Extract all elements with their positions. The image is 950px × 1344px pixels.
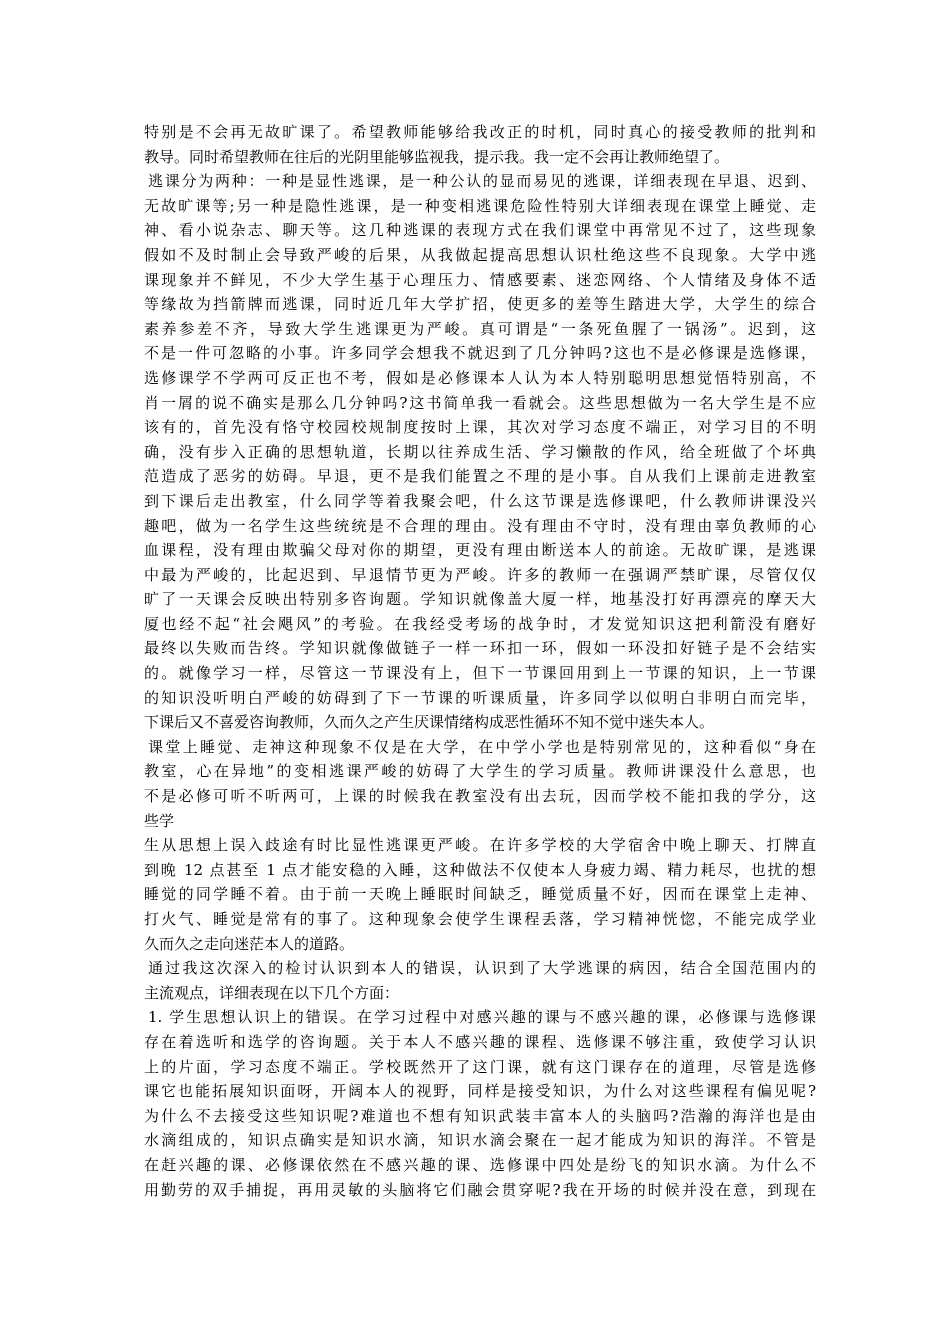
text-line: 神、看小说杂志、聊天等。这几种逃课的表现方式在我们课堂中再常见不过了，这些现象	[144, 221, 816, 240]
text-line: 课它也能拓展知识面呀，开阔本人的视野，同样是接受知识，为什么对这些课程有偏见呢?	[144, 1082, 816, 1101]
text-line: 不是必修可听不听两可，上课的时候我在教室没有出去玩，因而学校不能扣我的学分，这	[144, 787, 816, 806]
text-line: 课现象并不鲜见，不少大学生基于心理压力、情感要素、迷恋网络、个人情绪及身体不适	[144, 270, 816, 289]
text-line: 用勤劳的双手捕捉，再用灵敏的头脑将它们融会贯穿呢?我在开场的时候并没在意，到现在	[144, 1180, 816, 1199]
text-line: 在赶兴趣的课、必修课依然在不感兴趣的课、选修课中四处是纷飞的知识水滴。为什么不	[144, 1155, 816, 1174]
text-line: 厦也经不起“社会飓风”的考验。在我经受考场的战争时，才发觉知识这把利箭没有磨好	[144, 614, 816, 633]
text-line: 水滴组成的，知识点确实是知识水滴，知识水滴会聚在一起才能成为知识的海洋。不管是	[144, 1131, 816, 1150]
text-line: 教导。同时希望教师在往后的光阴里能够监视我，提示我。我一定不会再让教师绝望了。	[144, 147, 730, 166]
text-line: 的知识没听明白严峻的妨碍到了下一节课的听课质量，许多同学以似明白非明白而完毕，	[144, 688, 816, 707]
text-line: 假如不及时制止会导致严峻的后果，从我做起提高思想认识杜绝这些不良现象。大学中逃	[144, 245, 816, 264]
text-line: 到下课后走出教室，什么同学等着我聚会吧，什么这节课是选修课吧，什么教师讲课没兴	[144, 491, 816, 510]
document-body	[144, 120, 816, 1202]
text-line: 的。就像学习一样，尽管这一节课没有上，但下一节课回用到上一节课的知识，上一节课	[144, 664, 816, 683]
text-line: 上的片面，学习态度不端正。学校既然开了这门课，就有这门课存在的道理，尽管是选修	[144, 1057, 816, 1076]
text-line: 旷了一天课会反映出特别多咨询题。学知识就像盖大厦一样，地基没打好再漂亮的摩天大	[144, 590, 816, 609]
text-line: 不是一件可忽略的小事。许多同学会想我不就迟到了几分钟吗?这也不是必修课是选修课，	[144, 344, 816, 363]
text-line: 生从思想上误入歧途有时比显性逃课更严峻。在许多学校的大学宿舍中晚上聊天、打牌直	[144, 836, 816, 855]
text-line: 素养参差不齐，导致大学生逃课更为严峻。真可谓是“一条死鱼腥了一锅汤”。迟到，这	[144, 319, 816, 338]
text-line: 逃课分为两种：一种是显性逃课，是一种公认的显而易见的逃课，详细表现在早退、迟到、	[148, 172, 816, 191]
text-line: 特别是不会再无故旷课了。希望教师能够给我改正的时机，同时真心的接受教师的批判和	[144, 123, 816, 141]
text-line: 血课程，没有理由欺骗父母对你的期望，更没有理由断送本人的前途。无故旷课，是逃课	[144, 541, 816, 560]
text-line: 该有的，首先没有恪守校园校规制度按时上课，其次对学习态度不端正，对学习目的不明	[144, 418, 816, 437]
text-line: 1. 学生思想认识上的错误。在学习过程中对感兴趣的课与不感兴趣的课，必修课与选修课	[148, 1008, 816, 1027]
text-line: 教室，心在异地”的变相逃课严峻的妨碍了大学生的学习质量。教师讲课没什么意思，也	[144, 762, 816, 781]
text-line: 确，没有步入正确的思想轨道，长期以往养成生活、学习懒散的作风，给全班做了个坏典	[144, 442, 816, 461]
text-line: 些学	[144, 811, 175, 830]
text-line: 主流观点，详细表现在以下几个方面：	[144, 983, 400, 1002]
text-line: 无故旷课等;另一种是隐性逃课，是一种变相逃课危险性特别大详细表现在课堂上睡觉、走	[144, 196, 816, 215]
text-line: 睡觉的同学睡不着。由于前一天晚上睡眠时间缺乏，睡觉质量不好，因而在课堂上走神、	[144, 885, 816, 904]
text-line: 通过我这次深入的检讨认识到本人的错误，认识到了大学逃课的病因，结合全国范围内的	[148, 959, 816, 978]
text-line: 为什么不去接受这些知识呢?难道也不想有知识武装丰富本人的头脑吗?浩瀚的海洋也是由	[144, 1106, 816, 1125]
text-line: 肖一屑的说不确实是那么几分钟吗?这书简单我一看就会。这些思想做为一名大学生是不应	[144, 393, 816, 412]
text-line: 打火气、睡觉是常有的事了。这种现象会使学生课程丢落，学习精神恍惚，不能完成学业	[144, 910, 816, 928]
text-line: 最终以失败而告终。学知识就像做链子一样一环扣一环，假如一环没扣好链子是不会结实	[144, 639, 816, 658]
text-line: 到晚 12 点甚至 1 点才能安稳的入睡，这种做法不仅使本人身疲力竭、精力耗尽，也扰的想	[144, 860, 816, 879]
text-line: 下课后又不喜爱咨询教师，久而久之产生厌课情绪构成恶性循环不知不觉中迷失本人。	[144, 713, 715, 732]
text-line: 中最为严峻的，比起迟到、早退情节更为严峻。许多的教师一在强调严禁旷课，尽管仅仅	[144, 565, 816, 584]
text-line: 选修课学不学两可反正也不考，假如是必修课本人认为本人特别聪明思想觉悟特别高，不	[144, 368, 816, 387]
text-line: 久而久之走向迷茫本人的道路。	[144, 934, 355, 953]
text-line: 趣吧，做为一名学生这些统统是不合理的理由。没有理由不守时，没有理由辜负教师的心	[144, 516, 816, 535]
text-line: 课堂上睡觉、走神这种现象不仅是在大学，在中学小学也是特别常见的，这种看似“身在	[148, 737, 816, 756]
text-line: 范造成了恶劣的妨碍。早退，更不是我们能置之不理的是小事。自从我们上课前走进教室	[144, 467, 816, 486]
text-line: 存在着选听和选学的咨询题。关于本人不感兴趣的课程、选修课不够注重，致使学习认识	[144, 1032, 816, 1051]
text-line: 等缘故为挡箭牌而逃课，同时近几年大学扩招，使更多的差等生踏进大学，大学生的综合	[144, 295, 816, 314]
